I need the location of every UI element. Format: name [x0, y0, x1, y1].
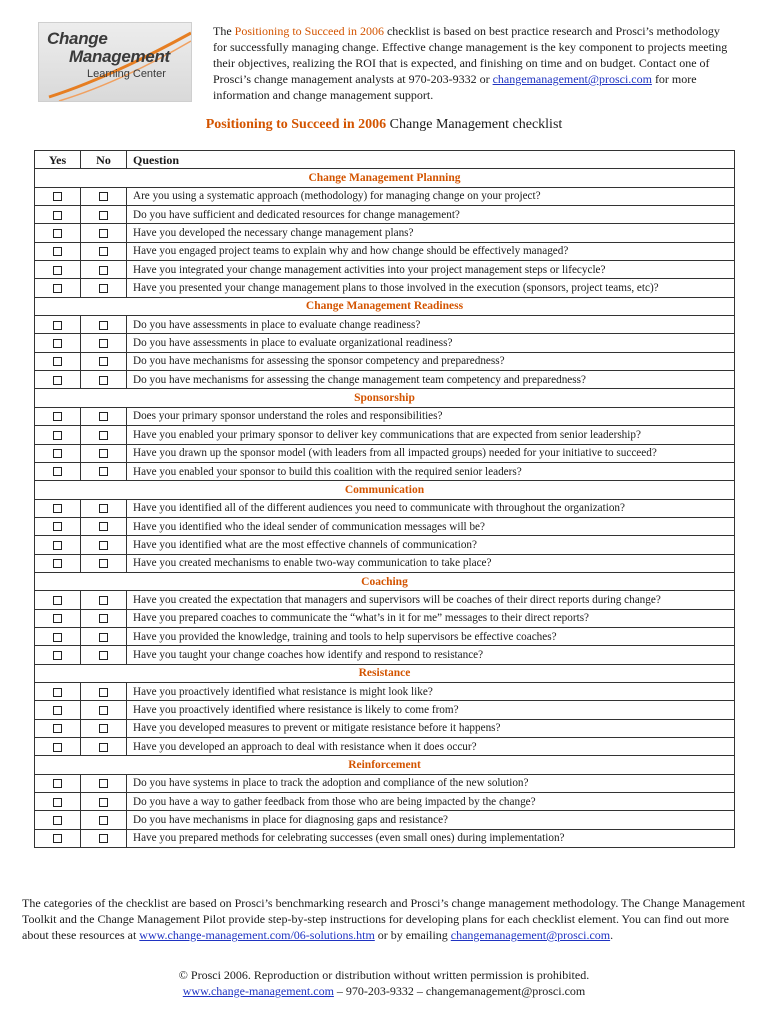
no-checkbox[interactable]: [99, 541, 108, 550]
yes-cell: [35, 536, 81, 554]
question-row: [35, 609, 735, 627]
intro-before: The: [213, 24, 235, 38]
no-cell: [81, 609, 127, 627]
copyright-block: [0, 967, 768, 999]
no-checkbox[interactable]: [99, 706, 108, 715]
question-text: Do you have systems in place to track the adoption and compliance of the new solution?: [127, 774, 735, 792]
question-row: [35, 224, 735, 242]
question-text: Have you developed the necessary change management plans?: [127, 224, 735, 242]
yes-checkbox[interactable]: [53, 798, 62, 807]
no-cell: [81, 536, 127, 554]
question-text: Do you have mechanisms for assessing the change management team competency and preparedness?: [127, 371, 735, 389]
question-row: [35, 242, 735, 260]
section-row: [35, 572, 735, 590]
copyright-website-link[interactable]: www.change-management.com: [182, 984, 334, 998]
yes-cell: [35, 499, 81, 517]
section-heading: Resistance: [35, 664, 735, 682]
yes-cell: [35, 334, 81, 352]
yes-checkbox[interactable]: [53, 211, 62, 220]
no-cell: [81, 407, 127, 425]
no-cell: [81, 316, 127, 334]
footer-text: The categories of the checklist are based on Prosci’s benchmarking research and Prosci’s change management methodology. The Change Management Toolkit and the Change Management Pilot provide step-by-step instructions for developing plans for each checklist element. You can find out more about these resources at: [22, 896, 746, 942]
title-rest: Change Management checklist: [386, 117, 563, 132]
question-text: Have you integrated your change management activities into your project management steps or lifecycle?: [127, 261, 735, 279]
no-cell: [81, 646, 127, 664]
yes-cell: [35, 224, 81, 242]
yes-checkbox[interactable]: [53, 522, 62, 531]
no-checkbox[interactable]: [99, 192, 108, 201]
question-text: Have you provided the knowledge, training and tools to help supervisors be effective coaches?: [127, 627, 735, 645]
yes-cell: [35, 719, 81, 737]
section-heading: Change Management Planning: [35, 169, 735, 187]
question-row: [35, 334, 735, 352]
intro-paragraph: [213, 23, 733, 103]
intro-highlight: Positioning to Succeed in 2006: [234, 24, 384, 38]
footer-solutions-link[interactable]: www.change-management.com/06-solutions.htm: [139, 928, 375, 942]
question-row: [35, 517, 735, 535]
footer-mid: or by emailing: [374, 928, 451, 942]
question-text: Have you prepared coaches to communicate the “what’s in it for me” messages to their direct reports?: [127, 609, 735, 627]
yes-cell: [35, 261, 81, 279]
no-checkbox[interactable]: [99, 412, 108, 421]
yes-cell: [35, 701, 81, 719]
no-cell: [81, 719, 127, 737]
footer-end: .: [610, 928, 614, 942]
logo-text-change: Change: [47, 29, 108, 48]
contact-line: [0, 983, 768, 999]
question-text: Do you have assessments in place to evaluate organizational readiness?: [127, 334, 735, 352]
yes-cell: [35, 793, 81, 811]
yes-checkbox[interactable]: [53, 816, 62, 825]
question-row: [35, 811, 735, 829]
no-checkbox[interactable]: [99, 339, 108, 348]
question-text: Have you developed measures to prevent or mitigate resistance before it happens?: [127, 719, 735, 737]
question-row: [35, 536, 735, 554]
question-text: Have you proactively identified what resistance is might look like?: [127, 682, 735, 700]
yes-checkbox[interactable]: [53, 743, 62, 752]
yes-cell: [35, 738, 81, 756]
question-row: [35, 316, 735, 334]
yes-cell: [35, 187, 81, 205]
yes-checkbox[interactable]: [53, 614, 62, 623]
question-text: Have you developed an approach to deal with resistance when it does occur?: [127, 738, 735, 756]
no-cell: [81, 426, 127, 444]
no-checkbox[interactable]: [99, 467, 108, 476]
question-text: Have you taught your change coaches how identify and respond to resistance?: [127, 646, 735, 664]
question-row: [35, 719, 735, 737]
yes-cell: [35, 407, 81, 425]
yes-checkbox[interactable]: [53, 247, 62, 256]
no-cell: [81, 701, 127, 719]
no-cell: [81, 793, 127, 811]
change-management-logo: [38, 22, 192, 102]
no-checkbox[interactable]: [99, 449, 108, 458]
question-row: [35, 738, 735, 756]
question-row: [35, 444, 735, 462]
yes-cell: [35, 352, 81, 370]
intro-email-link[interactable]: changemanagement@prosci.com: [492, 72, 652, 86]
no-cell: [81, 334, 127, 352]
table-header-row: [35, 151, 735, 169]
question-row: [35, 499, 735, 517]
no-checkbox[interactable]: [99, 431, 108, 440]
question-row: [35, 279, 735, 297]
yes-cell: [35, 829, 81, 847]
question-text: Have you presented your change management plans to those involved in the execution (sponsors, project teams, etc)?: [127, 279, 735, 297]
yes-checkbox[interactable]: [53, 376, 62, 385]
question-row: [35, 682, 735, 700]
no-checkbox[interactable]: [99, 504, 108, 513]
no-checkbox[interactable]: [99, 211, 108, 220]
no-cell: [81, 444, 127, 462]
logo-text-management: Management: [69, 47, 170, 66]
checklist-table: [34, 150, 735, 848]
no-checkbox[interactable]: [99, 614, 108, 623]
section-heading: Communication: [35, 481, 735, 499]
checklist-title: [0, 117, 768, 133]
yes-cell: [35, 444, 81, 462]
yes-checkbox[interactable]: [53, 779, 62, 788]
no-cell: [81, 499, 127, 517]
no-cell: [81, 627, 127, 645]
yes-cell: [35, 316, 81, 334]
logo-text-learning-center: Learning Center: [87, 68, 166, 80]
question-text: Have you enabled your sponsor to build this coalition with the required senior leaders?: [127, 462, 735, 480]
yes-cell: [35, 646, 81, 664]
question-text: Do you have assessments in place to evaluate change readiness?: [127, 316, 735, 334]
yes-cell: [35, 242, 81, 260]
question-text: Do you have mechanisms in place for diagnosing gaps and resistance?: [127, 811, 735, 829]
copyright-contact: – 970-203-9332 – changemanagement@prosci.com: [333, 984, 586, 998]
yes-checkbox[interactable]: [53, 834, 62, 843]
checklist-body: [35, 169, 735, 848]
yes-checkbox[interactable]: [53, 688, 62, 697]
question-row: [35, 462, 735, 480]
yes-checkbox[interactable]: [53, 651, 62, 660]
no-checkbox[interactable]: [99, 522, 108, 531]
question-row: [35, 591, 735, 609]
header-no: No: [81, 151, 127, 169]
question-text: Have you created mechanisms to enable two-way communication to take place?: [127, 554, 735, 572]
yes-cell: [35, 279, 81, 297]
section-heading: Reinforcement: [35, 756, 735, 774]
yes-cell: [35, 554, 81, 572]
yes-cell: [35, 517, 81, 535]
yes-checkbox[interactable]: [53, 596, 62, 605]
section-heading: Change Management Readiness: [35, 297, 735, 315]
section-row: [35, 756, 735, 774]
question-row: [35, 407, 735, 425]
copyright-line: © Prosci 2006. Reproduction or distribution without written permission is prohibited.: [178, 968, 590, 982]
no-checkbox[interactable]: [99, 376, 108, 385]
section-row: [35, 481, 735, 499]
yes-checkbox[interactable]: [53, 229, 62, 238]
yes-checkbox[interactable]: [53, 266, 62, 275]
no-cell: [81, 224, 127, 242]
no-checkbox[interactable]: [99, 266, 108, 275]
no-checkbox[interactable]: [99, 779, 108, 788]
question-text: Do you have mechanisms for assessing the sponsor competency and preparedness?: [127, 352, 735, 370]
yes-cell: [35, 462, 81, 480]
yes-checkbox[interactable]: [53, 357, 62, 366]
no-checkbox[interactable]: [99, 559, 108, 568]
header-question: Question: [127, 151, 735, 169]
yes-checkbox[interactable]: [53, 321, 62, 330]
question-row: [35, 774, 735, 792]
yes-cell: [35, 609, 81, 627]
yes-checkbox[interactable]: [53, 339, 62, 348]
section-row: [35, 389, 735, 407]
no-cell: [81, 187, 127, 205]
question-row: [35, 426, 735, 444]
yes-cell: [35, 206, 81, 224]
yes-checkbox[interactable]: [53, 412, 62, 421]
no-cell: [81, 682, 127, 700]
question-row: [35, 352, 735, 370]
no-cell: [81, 738, 127, 756]
section-row: [35, 297, 735, 315]
question-text: Do you have a way to gather feedback from those who are being impacted by the change?: [127, 793, 735, 811]
yes-cell: [35, 811, 81, 829]
question-text: Does your primary sponsor understand the roles and responsibilities?: [127, 407, 735, 425]
question-text: Do you have sufficient and dedicated resources for change management?: [127, 206, 735, 224]
no-checkbox[interactable]: [99, 724, 108, 733]
yes-cell: [35, 627, 81, 645]
question-text: Have you enabled your primary sponsor to deliver key communications that are expected from senior leadership?: [127, 426, 735, 444]
no-cell: [81, 279, 127, 297]
no-cell: [81, 591, 127, 609]
no-checkbox[interactable]: [99, 357, 108, 366]
no-checkbox[interactable]: [99, 229, 108, 238]
question-row: [35, 646, 735, 664]
question-row: [35, 554, 735, 572]
question-row: [35, 187, 735, 205]
yes-checkbox[interactable]: [53, 633, 62, 642]
question-text: Have you drawn up the sponsor model (with leaders from all impacted groups) needed for your initiative to succeed?: [127, 444, 735, 462]
section-heading: Sponsorship: [35, 389, 735, 407]
yes-checkbox[interactable]: [53, 449, 62, 458]
no-cell: [81, 829, 127, 847]
yes-checkbox[interactable]: [53, 559, 62, 568]
intro-after: checklist is based on best practice research and Prosci’s methodology for successfully managing change. Effective change management is the key component to projects meeting their objectives, realizing the ROI that is expected, and finishing on time and on budget. Contact one of Prosci’s change management analysts at 970-203-9332 or: [213, 24, 728, 86]
yes-cell: [35, 591, 81, 609]
question-text: Have you identified all of the different audiences you need to communicate with throughout the organization?: [127, 499, 735, 517]
no-checkbox[interactable]: [99, 247, 108, 256]
no-cell: [81, 554, 127, 572]
question-row: [35, 701, 735, 719]
yes-cell: [35, 682, 81, 700]
yes-checkbox[interactable]: [53, 467, 62, 476]
no-cell: [81, 774, 127, 792]
footer-email-link[interactable]: changemanagement@prosci.com: [450, 928, 611, 942]
no-checkbox[interactable]: [99, 321, 108, 330]
no-checkbox[interactable]: [99, 816, 108, 825]
no-checkbox[interactable]: [99, 284, 108, 293]
section-row: [35, 664, 735, 682]
question-text: Have you proactively identified where resistance is likely to come from?: [127, 701, 735, 719]
header-yes: Yes: [35, 151, 81, 169]
yes-checkbox[interactable]: [53, 284, 62, 293]
yes-cell: [35, 774, 81, 792]
yes-cell: [35, 426, 81, 444]
yes-checkbox[interactable]: [53, 504, 62, 513]
no-checkbox[interactable]: [99, 743, 108, 752]
question-row: [35, 261, 735, 279]
yes-checkbox[interactable]: [53, 724, 62, 733]
section-row: [35, 169, 735, 187]
question-text: Have you created the expectation that managers and supervisors will be coaches of their direct reports during change?: [127, 591, 735, 609]
no-checkbox[interactable]: [99, 651, 108, 660]
yes-checkbox[interactable]: [53, 706, 62, 715]
no-checkbox[interactable]: [99, 633, 108, 642]
no-checkbox[interactable]: [99, 834, 108, 843]
question-row: [35, 627, 735, 645]
question-text: Have you engaged project teams to explain why and how change should be effectively managed?: [127, 242, 735, 260]
question-text: Are you using a systematic approach (methodology) for managing change on your project?: [127, 187, 735, 205]
intro-tail: for more information and change management support.: [213, 72, 697, 102]
question-row: [35, 371, 735, 389]
title-highlight: Positioning to Succeed in 2006: [205, 117, 387, 132]
yes-checkbox[interactable]: [53, 541, 62, 550]
no-cell: [81, 242, 127, 260]
no-checkbox[interactable]: [99, 688, 108, 697]
no-cell: [81, 371, 127, 389]
yes-checkbox[interactable]: [53, 192, 62, 201]
no-checkbox[interactable]: [99, 596, 108, 605]
question-text: Have you identified who the ideal sender of communication messages will be?: [127, 517, 735, 535]
no-cell: [81, 811, 127, 829]
no-cell: [81, 462, 127, 480]
no-cell: [81, 517, 127, 535]
no-cell: [81, 206, 127, 224]
question-text: Have you prepared methods for celebrating successes (even small ones) during implementation?: [127, 829, 735, 847]
no-checkbox[interactable]: [99, 798, 108, 807]
yes-cell: [35, 371, 81, 389]
yes-checkbox[interactable]: [53, 431, 62, 440]
section-heading: Coaching: [35, 572, 735, 590]
question-row: [35, 829, 735, 847]
no-cell: [81, 261, 127, 279]
no-cell: [81, 352, 127, 370]
question-text: Have you identified what are the most effective channels of communication?: [127, 536, 735, 554]
footer-paragraph: [22, 895, 748, 943]
question-row: [35, 793, 735, 811]
question-row: [35, 206, 735, 224]
